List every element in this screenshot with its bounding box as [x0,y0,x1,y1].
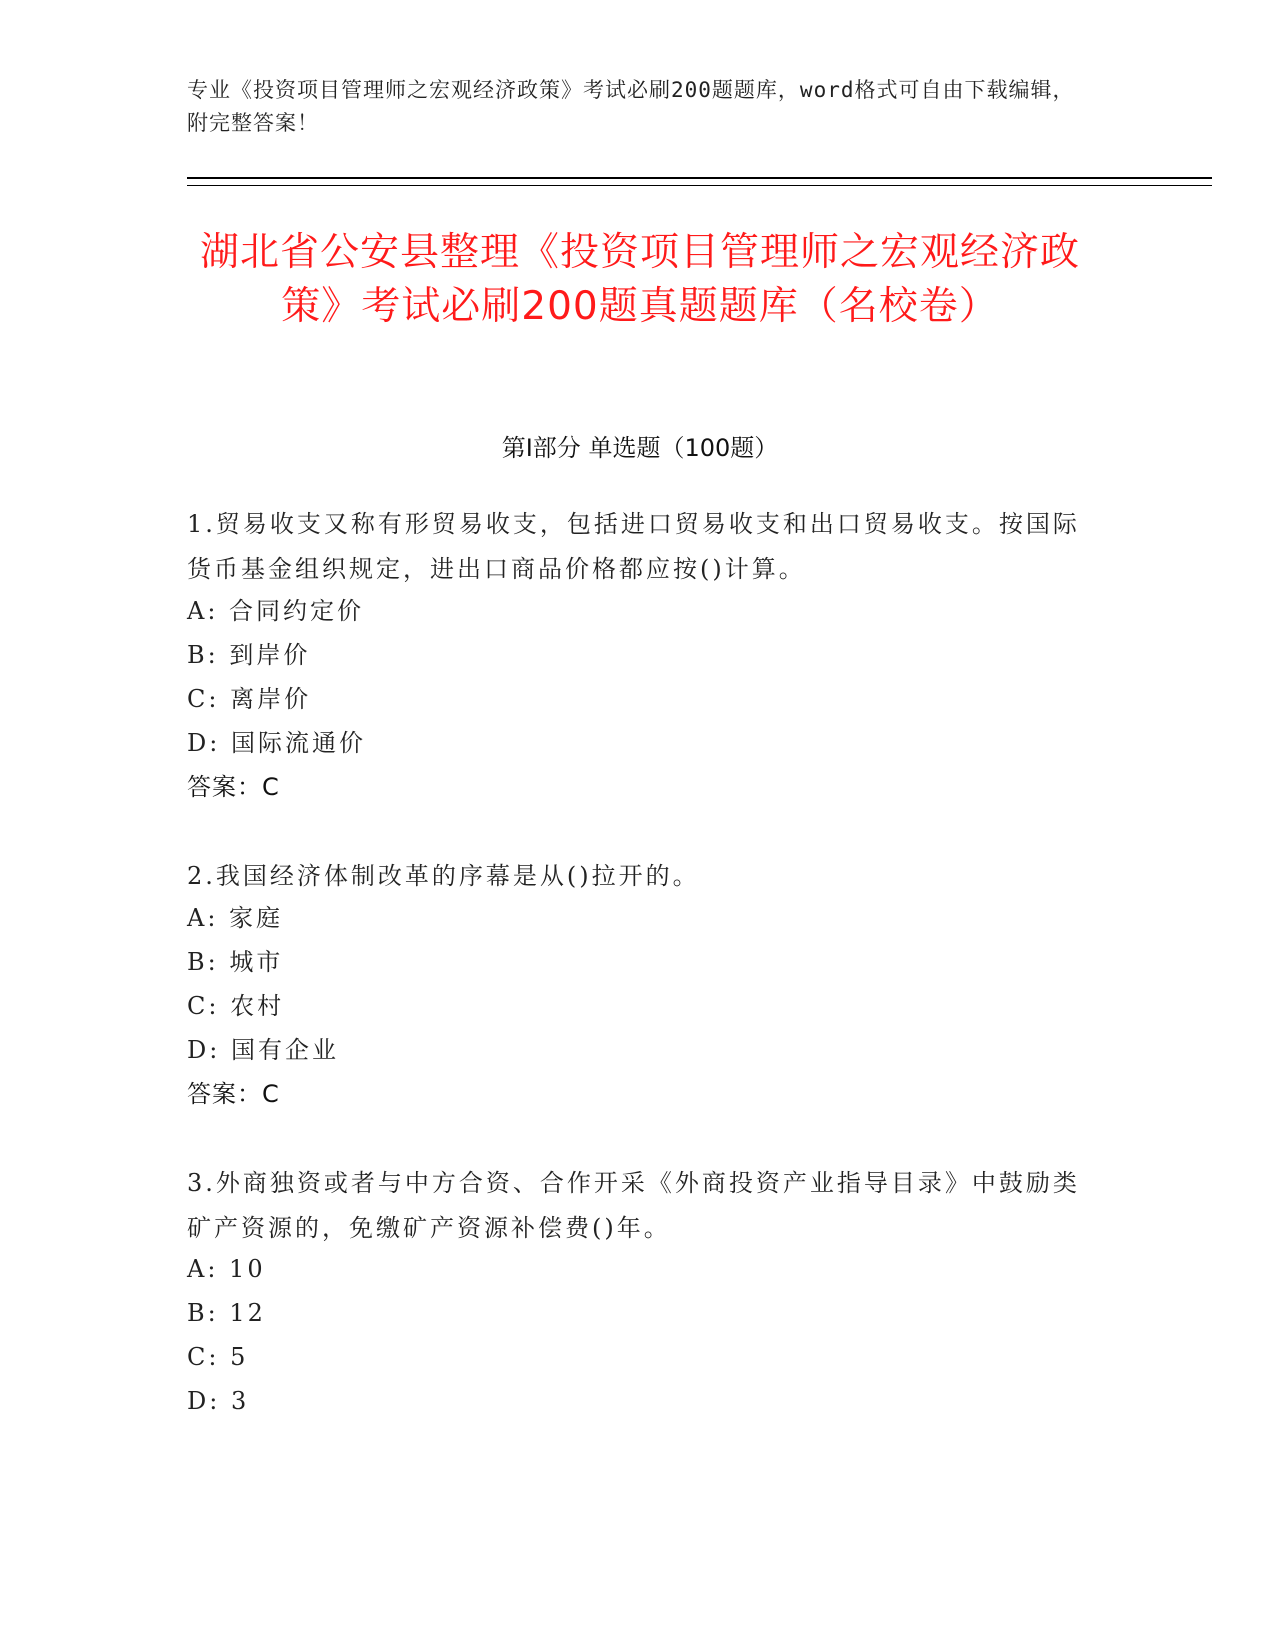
question-1-option-b: B: 到岸价 [187,641,311,669]
question-3-stem: 3.外商独资或者与中方合资、合作开采《外商投资产业指导目录》中鼓励类矿产资源的，免缴矿产资源补偿费()年。 [187,1169,1080,1242]
header-note: 专业《投资项目管理师之宏观经济政策》考试必刷200题题库，word格式可自由下载编辑，附完整答案！ [187,78,1075,135]
question-1-answer: 答案：C [187,773,280,801]
section-title: 第I部分 单选题（100题） [501,434,779,462]
question-3-option-c: C: 5 [187,1343,249,1371]
question-3-option-d: D: 3 [187,1387,250,1415]
question-1-option-a: A: 合同约定价 [187,597,365,625]
header-divider-thin [187,185,1212,186]
question-2-option-a: A: 家庭 [187,904,284,932]
question-2-answer: 答案：C [187,1080,280,1108]
question-2-option-c: C: 农村 [187,992,285,1020]
question-2-option-d: D: 国有企业 [187,1036,339,1064]
question-2-option-b: B: 城市 [187,948,284,976]
question-3-option-b: B: 12 [187,1299,266,1327]
header-divider-thick [187,177,1212,179]
question-1-option-c: C: 离岸价 [187,685,312,713]
question-3-option-a: A: 10 [187,1255,266,1283]
document-title: 湖北省公安县整理《投资项目管理师之宏观经济政策》考试必刷200题真题题库（名校卷） [199,230,1080,329]
question-1-stem: 1.贸易收支又称有形贸易收支，包括进口贸易收支和出口贸易收支。按国际货币基金组织规定，进出口商品价格都应按()计算。 [187,510,1080,583]
question-1-option-d: D: 国际流通价 [187,729,366,757]
question-2-stem: 2.我国经济体制改革的序幕是从()拉开的。 [187,862,700,890]
